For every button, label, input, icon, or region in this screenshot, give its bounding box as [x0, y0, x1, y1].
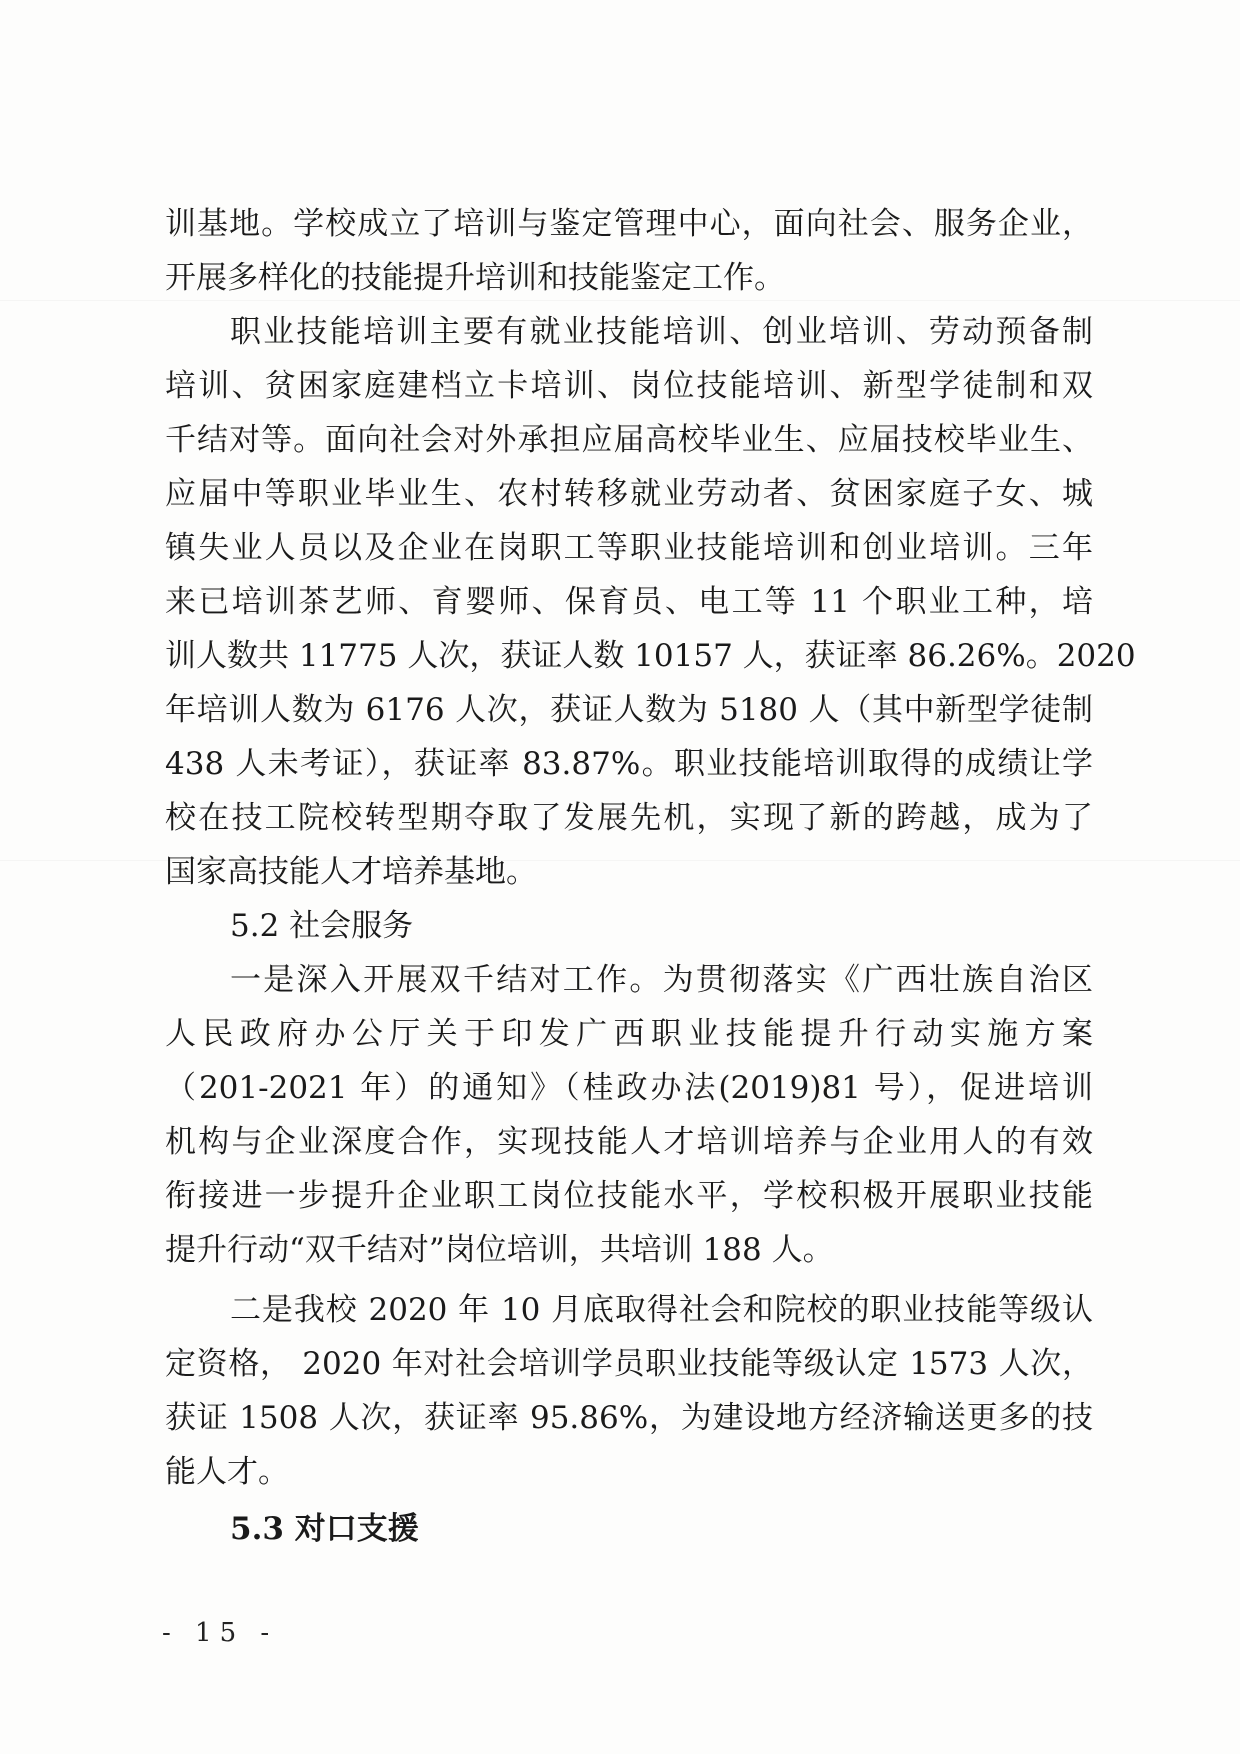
body-text-line: 千结对等。面向社会对外承担应届高校毕业生、应届技校毕业生、 [165, 422, 1093, 458]
body-text-line: 职业技能培训主要有就业技能培训、创业培训、劳动预备制 [230, 314, 1093, 350]
body-text-line: 一是深入开展双千结对工作。为贯彻落实《广西壮族自治区 [230, 962, 1093, 998]
body-text-line: 开展多样化的技能提升培训和技能鉴定工作。 [165, 260, 785, 296]
body-text-line: 镇失业人员以及企业在岗职工等职业技能培训和创业培训。三年 [165, 530, 1093, 566]
body-text-line: 获证 1508 人次，获证率 95.86%，为建设地方经济输送更多的技 [165, 1400, 1093, 1436]
body-text-line: （201-2021 年）的通知》（桂政办法(2019)81 号），促进培训 [165, 1070, 1093, 1106]
page-number: - 15 - [162, 1618, 278, 1648]
body-text-line: 定资格， 2020 年对社会培训学员职业技能等级认定 1573 人次， [165, 1346, 1093, 1382]
body-text-line: 校在技工院校转型期夺取了发展先机，实现了新的跨越，成为了 [165, 800, 1093, 836]
body-text-line: 国家高技能人才培养基地。 [165, 854, 537, 890]
section-heading: 5.2 社会服务 [230, 908, 414, 944]
body-text-line: 训基地。学校成立了培训与鉴定管理中心，面向社会、服务企业， [165, 206, 1093, 242]
body-text-line: 年培训人数为 6176 人次，获证人数为 5180 人（其中新型学徒制 [165, 692, 1093, 728]
body-text-line: 二是我校 2020 年 10 月底取得社会和院校的职业技能等级认 [230, 1292, 1093, 1328]
section-heading: 5.3 对口支援 [230, 1511, 419, 1547]
body-text-line: 438 人未考证），获证率 83.87%。职业技能培训取得的成绩让学 [165, 746, 1093, 782]
body-text-line: 机构与企业深度合作，实现技能人才培训培养与企业用人的有效 [165, 1124, 1093, 1160]
body-text-line: 能人才。 [165, 1454, 289, 1490]
body-text-line: 提升行动“双千结对”岗位培训，共培训 188 人。 [165, 1232, 834, 1268]
body-text-line: 训人数共 11775 人次，获证人数 10157 人，获证率 86.26%。2020 [165, 638, 1136, 674]
body-text-line: 衔接进一步提升企业职工岗位技能水平，学校积极开展职业技能 [165, 1178, 1093, 1214]
body-text-line: 来已培训茶艺师、育婴师、保育员、电工等 11 个职业工种，培 [165, 584, 1093, 620]
body-text-line: 应届中等职业毕业生、农村转移就业劳动者、贫困家庭子女、城 [165, 476, 1093, 512]
body-text-line: 人民政府办公厅关于印发广西职业技能提升行动实施方案 [165, 1016, 1093, 1052]
body-text-line: 培训、贫困家庭建档立卡培训、岗位技能培训、新型学徒制和双 [165, 368, 1093, 404]
